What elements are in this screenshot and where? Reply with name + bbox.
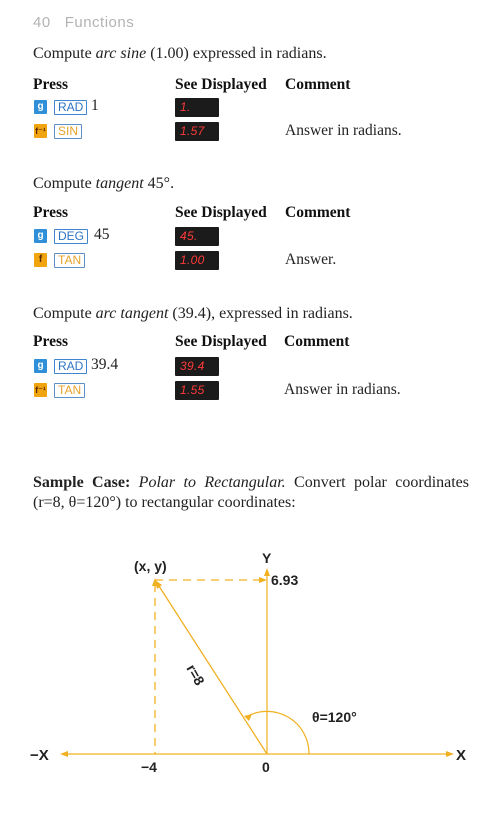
intro-text: (39.4), expressed in radians.	[168, 305, 353, 322]
col-press: Press	[33, 76, 69, 93]
f-inverse-key: f⁻¹	[35, 385, 46, 395]
calculator-display	[175, 381, 219, 400]
f-key: f	[34, 253, 47, 267]
keyed-entry: 45	[94, 226, 110, 243]
intro-text: Compute	[33, 45, 96, 62]
intro-function: arc sine	[95, 45, 147, 62]
intro-text: Compute	[33, 305, 96, 322]
y-axis-label: Y	[262, 550, 272, 566]
x-value-label: −4	[141, 759, 157, 775]
col-see-displayed: See Displayed	[175, 204, 267, 221]
intro-function: arc tangent	[95, 305, 169, 322]
comment-text: Answer in radians.	[284, 381, 401, 398]
radius-label: r=8	[183, 661, 208, 689]
col-comment: Comment	[285, 204, 351, 221]
angle-arc	[246, 711, 309, 754]
y-arrow	[264, 568, 270, 576]
calculator-display	[175, 357, 219, 376]
intro-function: tangent	[95, 175, 144, 192]
comment-text: Answer in radians.	[285, 122, 402, 139]
sample-case-label: Sample Case:	[33, 474, 131, 491]
intro-text: Compute	[33, 175, 96, 192]
example3-intro	[33, 305, 353, 323]
page-number: 40	[33, 14, 51, 31]
intro-text: 45°.	[143, 175, 175, 192]
origin-label: 0	[262, 759, 270, 775]
polar-rect-diagram	[0, 540, 501, 780]
point-label: (x, y)	[134, 558, 167, 574]
g-key: g	[34, 359, 47, 373]
rad-key: RAD	[54, 359, 87, 374]
rad-key: RAD	[54, 100, 87, 115]
display-value: 1.57	[180, 124, 205, 138]
neg-x-arrow	[60, 751, 68, 757]
keyed-entry: 1	[91, 97, 99, 114]
example2-intro	[33, 175, 174, 193]
sample-case-title: Polar to Rectangular.	[138, 474, 286, 491]
section-title: Functions	[64, 14, 135, 31]
sample-case-text: Convert polar coordinates (r=8, θ=120°) to rectangular coordinates:	[33, 474, 470, 511]
sample-case-paragraph	[33, 473, 469, 513]
tan-key: TAN	[54, 383, 85, 398]
comment-text: Answer.	[285, 251, 337, 268]
display-value: 45.	[180, 229, 198, 243]
y-value-label: 6.93	[271, 572, 299, 588]
x-axis-label: X	[456, 747, 467, 764]
calculator-display	[175, 122, 219, 141]
g-key: g	[34, 229, 47, 243]
display-value: 1.00	[180, 253, 205, 267]
col-see-displayed: See Displayed	[175, 76, 267, 93]
angle-label: θ=120°	[312, 709, 357, 725]
f-inverse-key: f⁻¹	[35, 126, 46, 136]
display-value: 1.55	[180, 383, 205, 397]
y-projection-arrow	[259, 577, 267, 583]
calculator-display	[175, 227, 219, 246]
col-press: Press	[33, 333, 69, 350]
intro-text: (1.00) expressed in radians.	[146, 45, 327, 62]
keyed-entry: 39.4	[91, 356, 119, 373]
page-header	[33, 14, 134, 31]
deg-key: DEG	[54, 229, 88, 244]
x-arrow	[446, 751, 454, 757]
tan-key: TAN	[54, 253, 85, 268]
col-press: Press	[33, 204, 69, 221]
col-comment: Comment	[284, 333, 350, 350]
radius-vector	[157, 583, 267, 754]
radius-arrow	[155, 580, 162, 589]
example1-intro	[33, 45, 327, 63]
calculator-display	[175, 251, 219, 270]
display-value: 39.4	[180, 359, 205, 373]
col-comment: Comment	[285, 76, 351, 93]
calculator-display	[175, 98, 219, 117]
col-see-displayed: See Displayed	[175, 333, 267, 350]
neg-x-axis-label: −X	[30, 747, 49, 764]
g-key: g	[34, 100, 47, 114]
display-value: 1.	[180, 100, 191, 114]
sin-key: SIN	[54, 124, 82, 139]
